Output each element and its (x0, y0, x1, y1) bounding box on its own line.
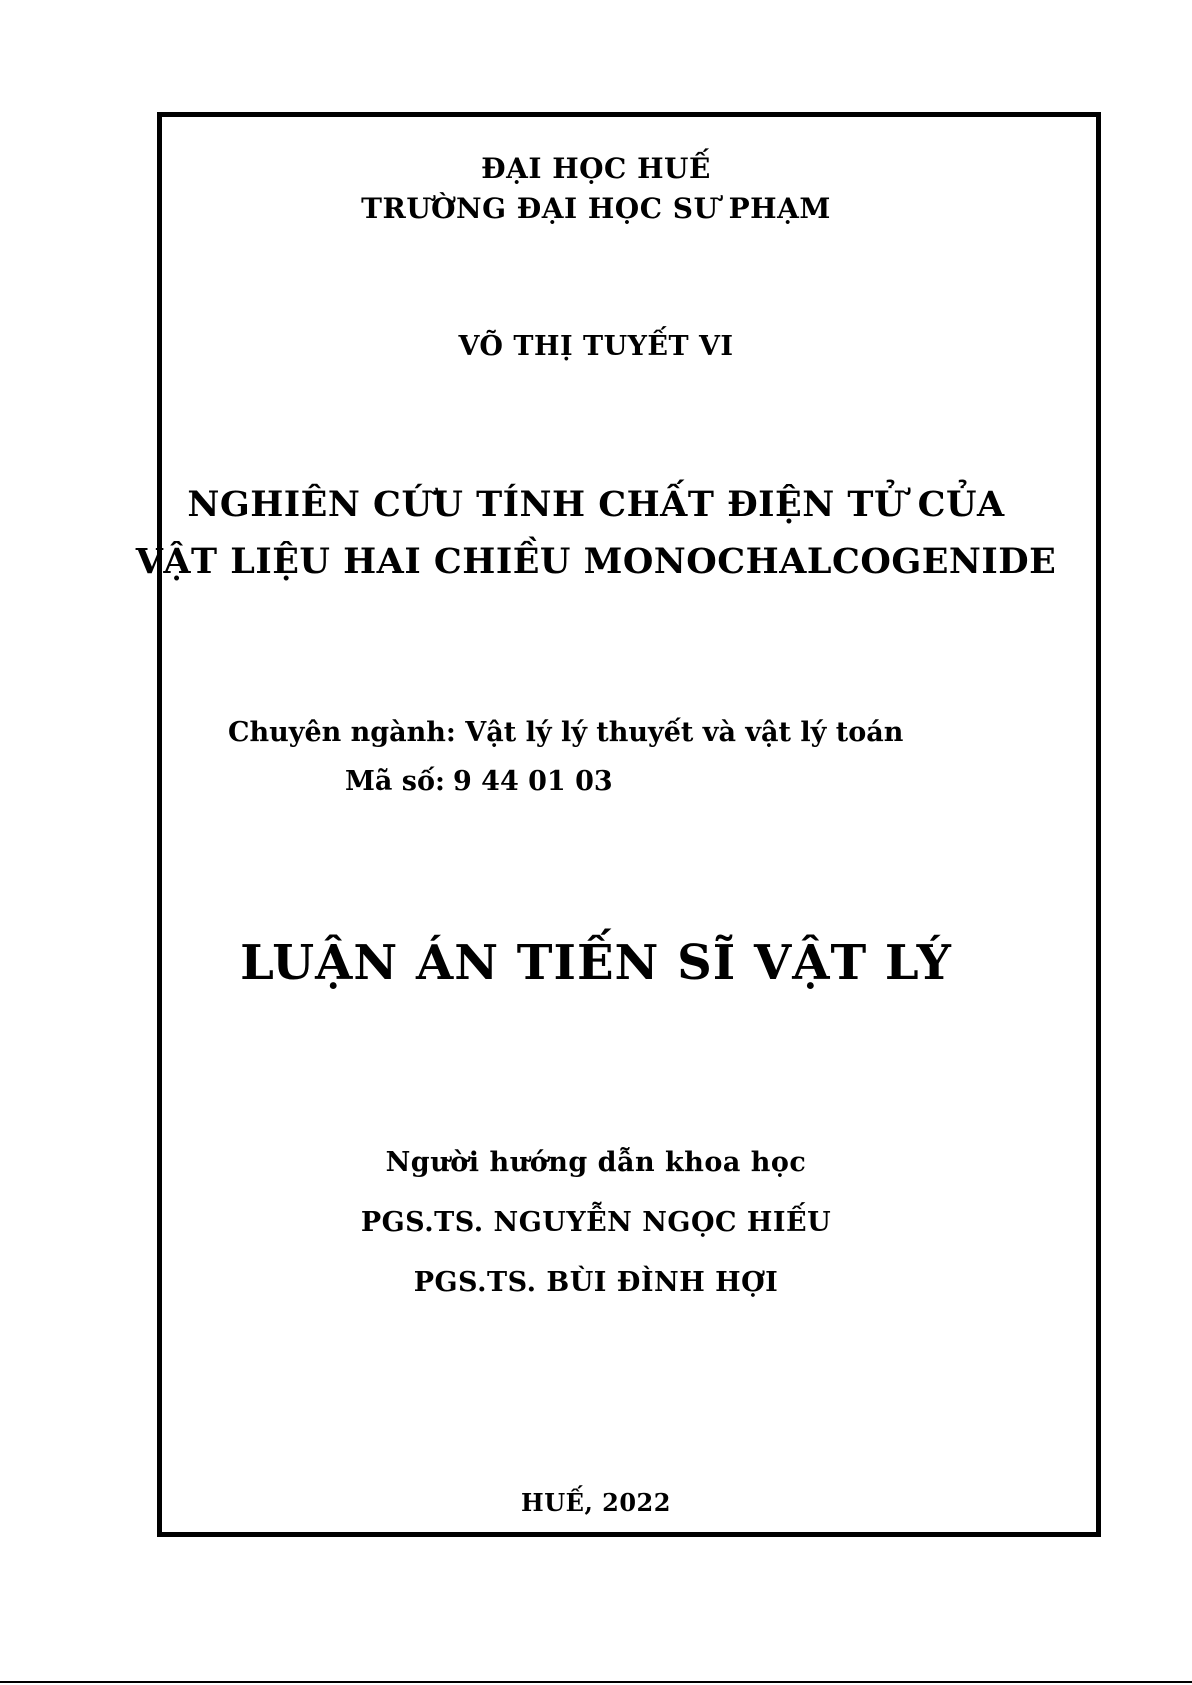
advisors-label: Người hướng dẫn khoa học (385, 1147, 807, 1178)
code-label: Mã số: (345, 766, 445, 797)
advisor-name: PGS.TS. NGUYỄN NGỌC HIẾU (360, 1207, 832, 1238)
university-name: ĐẠI HỌC HUẾ (481, 152, 711, 185)
advisor-name: PGS.TS. BÙI ĐÌNH HỢI (413, 1267, 779, 1298)
degree-title: LUẬN ÁN TIẾN SĨ VẬT LÝ (240, 935, 952, 991)
specialization-value: Vật lý lý thuyết và vật lý toán (465, 717, 904, 748)
code-value: 9 44 01 03 (452, 766, 613, 797)
cover-border (157, 112, 1101, 1537)
author-name: VÕ THỊ TUYẾT VI (458, 331, 734, 362)
specialization-code (345, 766, 613, 797)
thesis-title-line-2: VẬT LIỆU HAI CHIỀU MONOCHALCOGENIDE (135, 541, 1057, 582)
place-and-year: HUẾ, 2022 (521, 1488, 671, 1517)
school-name: TRƯỜNG ĐẠI HỌC SƯ PHẠM (361, 192, 831, 225)
bottom-rule (0, 1681, 1192, 1683)
specialization-label: Chuyên ngành: (228, 717, 456, 748)
thesis-title-line-1: NGHIÊN CỨU TÍNH CHẤT ĐIỆN TỬ CỦA (187, 484, 1005, 525)
specialization (228, 717, 903, 748)
